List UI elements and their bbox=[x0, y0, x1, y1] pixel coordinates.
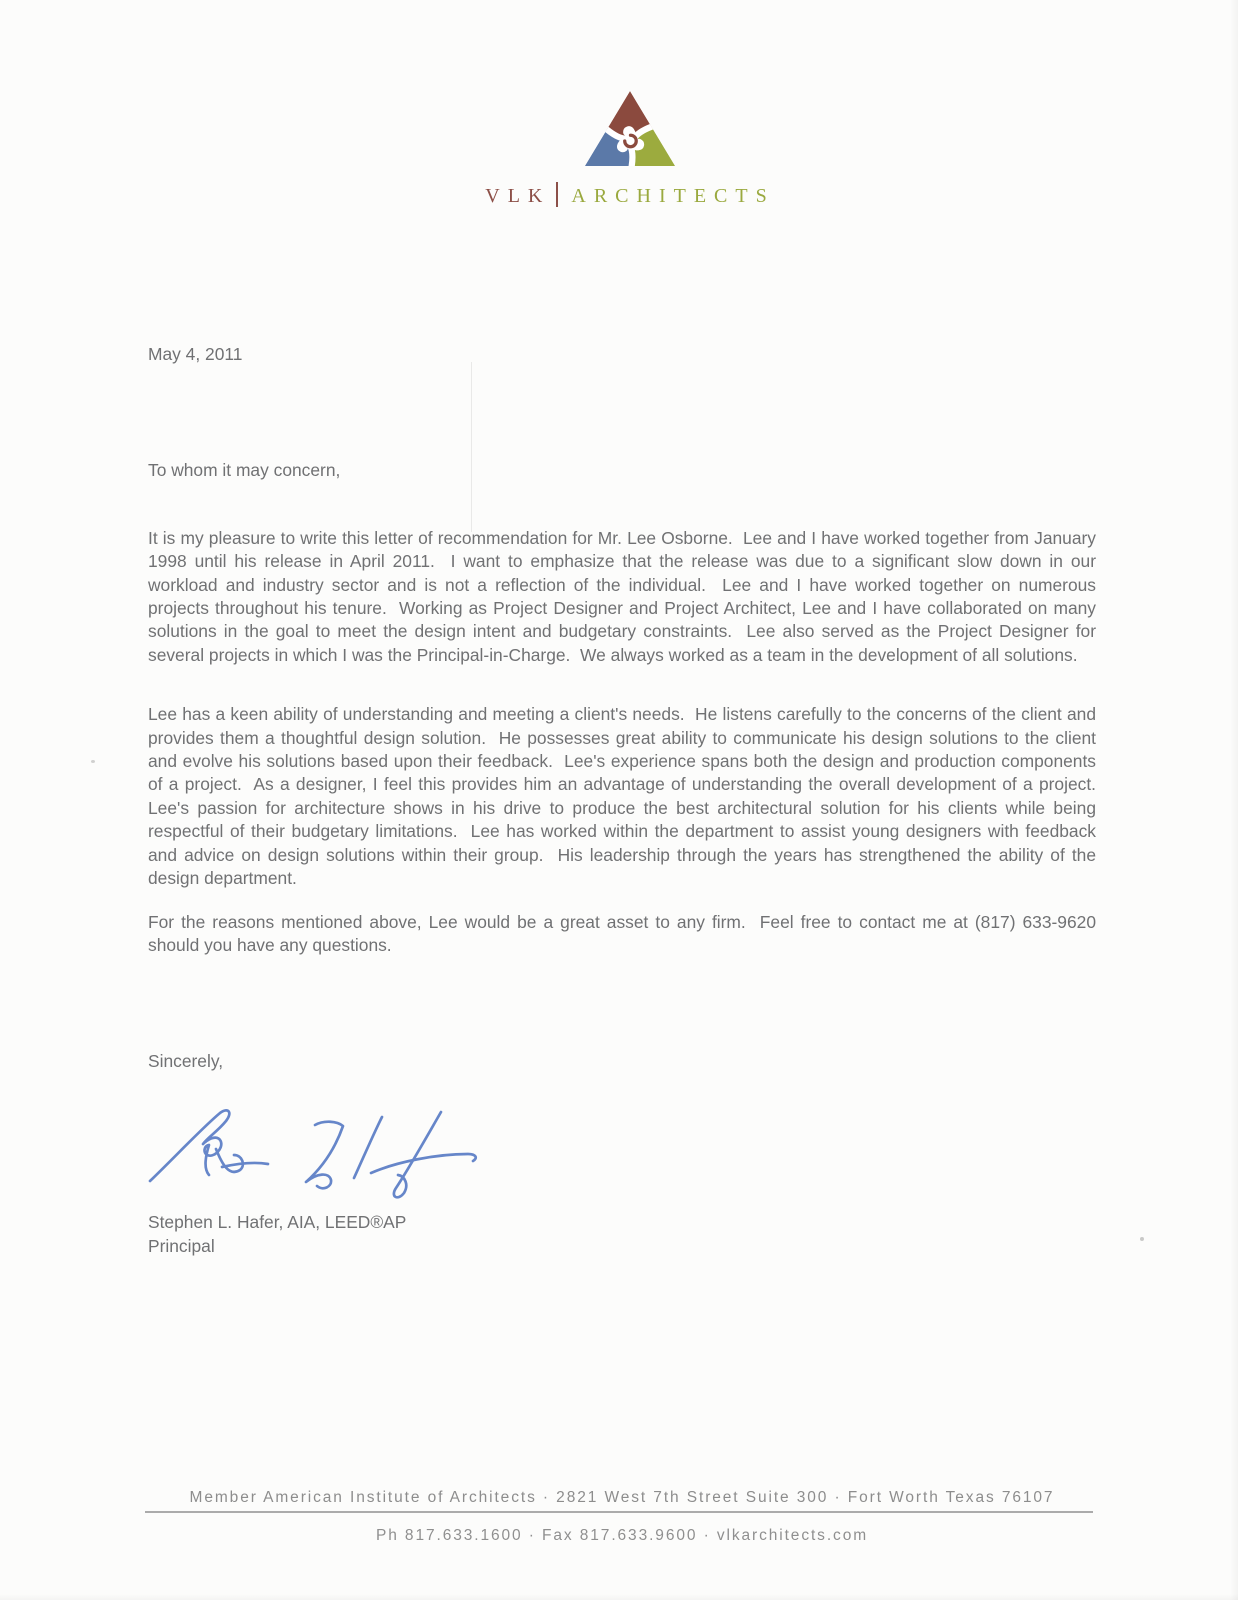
brand-architects: ARCHITECTS bbox=[571, 185, 775, 207]
signature-stroke bbox=[150, 1110, 229, 1181]
signature-stroke bbox=[371, 1154, 476, 1173]
paragraph-3: For the reasons mentioned above, Lee would be a great asset to any firm. Feel free to contact me at (817) 633-9620 should you have any questions. bbox=[148, 911, 1101, 955]
brand-vlk: VLK bbox=[485, 185, 551, 207]
date-line: May 4, 2011 bbox=[148, 344, 243, 364]
footer-contact-line: Ph 817.633.1600 · Fax 817.633.9600 · vlkarchitects.com bbox=[375, 1527, 869, 1544]
letterhead bbox=[0, 88, 1238, 208]
signature-stroke bbox=[306, 1122, 343, 1189]
signature-stroke bbox=[394, 1112, 441, 1197]
company-logo bbox=[485, 88, 774, 208]
brand-wordmark bbox=[485, 182, 774, 208]
signature-stroke bbox=[216, 1149, 243, 1172]
footer-address-line: Member American Institute of Architects · 2821 West 7th Street Suite 300 · Fort Worth Texas 76107 bbox=[189, 1489, 1055, 1506]
salutation: To whom it may concern, bbox=[148, 460, 341, 481]
triangle-swirl-logo-icon bbox=[582, 88, 678, 169]
signer-title: Principal bbox=[148, 1236, 215, 1256]
scan-edge-shading bbox=[1230, 0, 1238, 1600]
paragraph-1: It is my pleasure to write this letter of recommendation for Mr. Lee Osborne. Lee and I have worked together from January 1998 until his release in April 2011. I want to emphasize that the release was due to a significant slow down in our workload and industry sector and is not a reflection of the individual. Lee and I have worked together on numerous projects throughout his tenure. Working as Project Designer and Project Architect, Lee and I have collaborated on many solutions in the goal to meet the design intent and budgetary constraints. Lee also served as the Project Designer for several projects in which I was the Principal-in-Charge. We always worked as a team in the development of all solutions. bbox=[148, 527, 1101, 665]
scan-artifact-dot bbox=[1140, 1237, 1144, 1241]
scan-edge-shading-bottom bbox=[0, 1594, 1238, 1600]
letter-body bbox=[148, 343, 1111, 957]
paragraph-2: Lee has a keen ability of understanding and meeting a client's needs. He listens carefully to the concerns of the client and provides them a thoughtful design solution. He possesses great ability to communicate his design solutions to the client and evolve his solutions based upon their feedback. Lee's experience spans both the design and production components of a project. As a designer, I feel this provides him an advantage of understanding the overall development of a project. Lee's passion for architecture shows in his drive to produce the best architectural solution for his clients while being respectful of their budgetary limitations. Lee has worked within the department to assist young designers with feedback and advice on design solutions within their group. His leadership through the years has strengthened the ability of the design department. bbox=[148, 704, 1111, 889]
signature-stroke bbox=[222, 1163, 268, 1167]
signature-handwriting bbox=[146, 1078, 486, 1213]
scan-artifact-dot bbox=[91, 760, 95, 763]
footer-divider-rule bbox=[145, 1511, 1093, 1513]
brand-divider-bar bbox=[556, 182, 558, 207]
closing: Sincerely, bbox=[148, 1051, 224, 1071]
signer-name: Stephen L. Hafer, AIA, LEED®AP bbox=[148, 1212, 407, 1232]
